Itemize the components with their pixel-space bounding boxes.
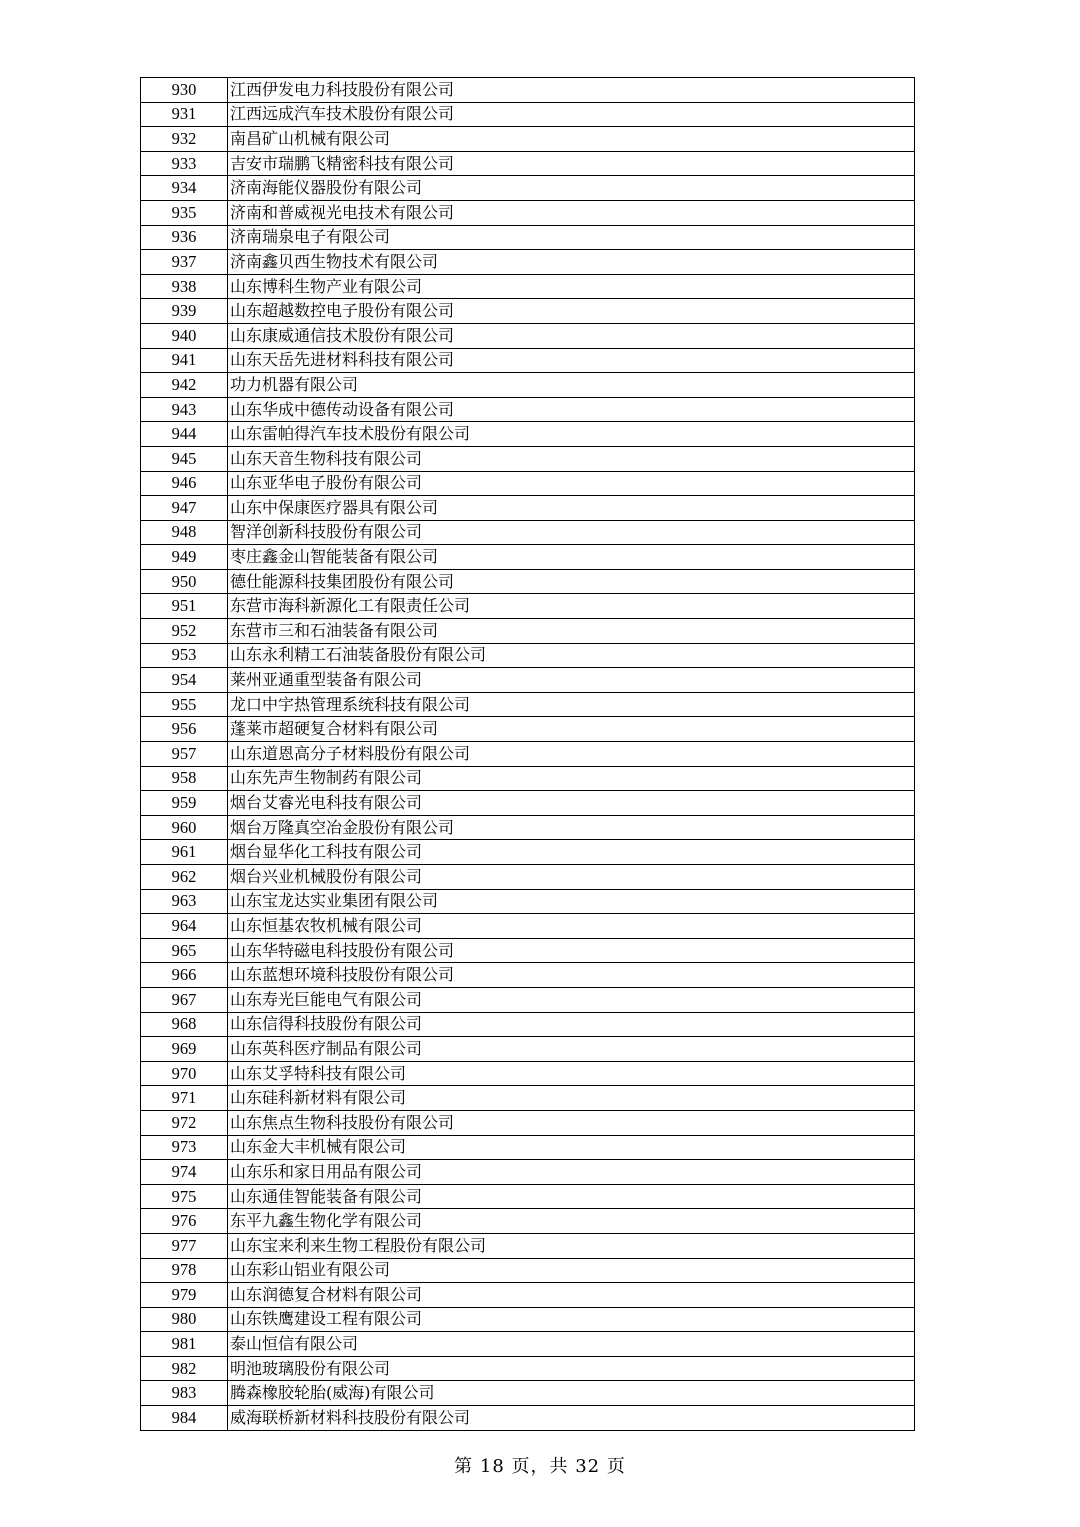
company-name-cell: 明池玻璃股份有限公司 (228, 1356, 915, 1381)
company-name-cell: 济南瑞泉电子有限公司 (228, 225, 915, 250)
table-row (141, 520, 915, 545)
row-number-cell: 975 (141, 1184, 228, 1209)
table-row (141, 963, 915, 988)
company-name-cell: 山东亚华电子股份有限公司 (228, 471, 915, 496)
row-number-cell: 952 (141, 619, 228, 644)
row-number-cell: 971 (141, 1086, 228, 1111)
company-name-cell: 山东天音生物科技有限公司 (228, 446, 915, 471)
table-row (141, 1307, 915, 1332)
company-name-cell: 腾森橡胶轮胎(威海)有限公司 (228, 1381, 915, 1406)
row-number-cell: 935 (141, 200, 228, 225)
row-number-cell: 939 (141, 299, 228, 324)
table-row (141, 274, 915, 299)
row-number-cell: 954 (141, 668, 228, 693)
company-name-cell: 东营市三和石油装备有限公司 (228, 619, 915, 644)
company-name-cell: 山东天岳先进材料科技有限公司 (228, 348, 915, 373)
row-number-cell: 964 (141, 914, 228, 939)
company-name-cell: 功力机器有限公司 (228, 373, 915, 398)
company-name-cell: 山东彩山铝业有限公司 (228, 1258, 915, 1283)
company-name-cell: 山东润德复合材料有限公司 (228, 1283, 915, 1308)
table-row (141, 766, 915, 791)
table-row (141, 1283, 915, 1308)
table-row (141, 397, 915, 422)
company-name-cell: 山东宝龙达实业集团有限公司 (228, 889, 915, 914)
row-number-cell: 973 (141, 1135, 228, 1160)
company-name-cell: 威海联桥新材料科技股份有限公司 (228, 1406, 915, 1431)
table-row (141, 323, 915, 348)
row-number-cell: 976 (141, 1209, 228, 1234)
row-number-cell: 970 (141, 1061, 228, 1086)
row-number-cell: 941 (141, 348, 228, 373)
table-row (141, 742, 915, 767)
table-row (141, 422, 915, 447)
table-row (141, 299, 915, 324)
row-number-cell: 981 (141, 1332, 228, 1357)
row-number-cell: 968 (141, 1012, 228, 1037)
company-name-cell: 山东艾孚特科技有限公司 (228, 1061, 915, 1086)
row-number-cell: 953 (141, 643, 228, 668)
table-row (141, 643, 915, 668)
table-row (141, 840, 915, 865)
row-number-cell: 943 (141, 397, 228, 422)
company-name-cell: 山东铁鹰建设工程有限公司 (228, 1307, 915, 1332)
company-list-body (141, 78, 915, 1431)
table-row (141, 865, 915, 890)
company-name-cell: 山东信得科技股份有限公司 (228, 1012, 915, 1037)
table-row (141, 914, 915, 939)
row-number-cell: 949 (141, 545, 228, 570)
row-number-cell: 966 (141, 963, 228, 988)
table-row (141, 1086, 915, 1111)
table-row (141, 225, 915, 250)
company-name-cell: 龙口中宇热管理系统科技有限公司 (228, 692, 915, 717)
table-row (141, 889, 915, 914)
company-name-cell: 山东英科医疗制品有限公司 (228, 1037, 915, 1062)
row-number-cell: 978 (141, 1258, 228, 1283)
row-number-cell: 962 (141, 865, 228, 890)
table-row (141, 348, 915, 373)
company-name-cell: 东营市海科新源化工有限责任公司 (228, 594, 915, 619)
row-number-cell: 960 (141, 815, 228, 840)
company-name-cell: 山东寿光巨能电气有限公司 (228, 987, 915, 1012)
table-row (141, 692, 915, 717)
company-name-cell: 山东道恩高分子材料股份有限公司 (228, 742, 915, 767)
table-row (141, 127, 915, 152)
company-name-cell: 智洋创新科技股份有限公司 (228, 520, 915, 545)
table-row (141, 1160, 915, 1185)
company-name-cell: 山东博科生物产业有限公司 (228, 274, 915, 299)
company-name-cell: 枣庄鑫金山智能装备有限公司 (228, 545, 915, 570)
company-name-cell: 东平九鑫生物化学有限公司 (228, 1209, 915, 1234)
table-row (141, 78, 915, 103)
company-name-cell: 济南和普威视光电技术有限公司 (228, 200, 915, 225)
company-name-cell: 烟台兴业机械股份有限公司 (228, 865, 915, 890)
row-number-cell: 945 (141, 446, 228, 471)
table-row (141, 151, 915, 176)
row-number-cell: 963 (141, 889, 228, 914)
row-number-cell: 980 (141, 1307, 228, 1332)
table-row (141, 1406, 915, 1431)
company-name-cell: 山东金大丰机械有限公司 (228, 1135, 915, 1160)
company-name-cell: 烟台万隆真空冶金股份有限公司 (228, 815, 915, 840)
company-list-table (140, 77, 915, 1431)
row-number-cell: 933 (141, 151, 228, 176)
table-row (141, 102, 915, 127)
row-number-cell: 982 (141, 1356, 228, 1381)
page-number-footer: 第 18 页，共 32 页 (454, 1456, 626, 1477)
company-name-cell: 吉安市瑞鹏飞精密科技有限公司 (228, 151, 915, 176)
company-name-cell: 山东蓝想环境科技股份有限公司 (228, 963, 915, 988)
row-number-cell: 967 (141, 987, 228, 1012)
table-row (141, 496, 915, 521)
table-row (141, 1332, 915, 1357)
table-row (141, 1209, 915, 1234)
company-name-cell: 烟台显华化工科技有限公司 (228, 840, 915, 865)
company-name-cell: 济南海能仪器股份有限公司 (228, 176, 915, 201)
table-row (141, 987, 915, 1012)
company-name-cell: 山东乐和家日用品有限公司 (228, 1160, 915, 1185)
table-row (141, 373, 915, 398)
table-row (141, 200, 915, 225)
row-number-cell: 942 (141, 373, 228, 398)
company-name-cell: 济南鑫贝西生物技术有限公司 (228, 250, 915, 275)
company-name-cell: 山东焦点生物科技股份有限公司 (228, 1110, 915, 1135)
table-row (141, 619, 915, 644)
table-row (141, 1037, 915, 1062)
table-row (141, 176, 915, 201)
table-row (141, 1012, 915, 1037)
row-number-cell: 950 (141, 569, 228, 594)
row-number-cell: 972 (141, 1110, 228, 1135)
row-number-cell: 951 (141, 594, 228, 619)
company-name-cell: 山东宝来利来生物工程股份有限公司 (228, 1233, 915, 1258)
company-name-cell: 山东恒基农牧机械有限公司 (228, 914, 915, 939)
table-row (141, 1233, 915, 1258)
company-name-cell: 江西远成汽车技术股份有限公司 (228, 102, 915, 127)
table-row (141, 938, 915, 963)
row-number-cell: 959 (141, 791, 228, 816)
table-row (141, 1061, 915, 1086)
company-name-cell: 山东通佳智能装备有限公司 (228, 1184, 915, 1209)
table-row (141, 250, 915, 275)
table-row (141, 668, 915, 693)
company-name-cell: 莱州亚通重型装备有限公司 (228, 668, 915, 693)
table-row (141, 815, 915, 840)
row-number-cell: 961 (141, 840, 228, 865)
row-number-cell: 955 (141, 692, 228, 717)
row-number-cell: 947 (141, 496, 228, 521)
company-name-cell: 南昌矿山机械有限公司 (228, 127, 915, 152)
company-name-cell: 山东康威通信技术股份有限公司 (228, 323, 915, 348)
row-number-cell: 965 (141, 938, 228, 963)
table-row (141, 446, 915, 471)
row-number-cell: 946 (141, 471, 228, 496)
company-name-cell: 山东永利精工石油装备股份有限公司 (228, 643, 915, 668)
company-name-cell: 山东中保康医疗器具有限公司 (228, 496, 915, 521)
company-name-cell: 江西伊发电力科技股份有限公司 (228, 78, 915, 103)
row-number-cell: 940 (141, 323, 228, 348)
row-number-cell: 932 (141, 127, 228, 152)
table-row (141, 1356, 915, 1381)
table-row (141, 1381, 915, 1406)
table-row (141, 717, 915, 742)
company-name-cell: 蓬莱市超硬复合材料有限公司 (228, 717, 915, 742)
table-row (141, 1184, 915, 1209)
row-number-cell: 984 (141, 1406, 228, 1431)
row-number-cell: 948 (141, 520, 228, 545)
table-row (141, 471, 915, 496)
row-number-cell: 937 (141, 250, 228, 275)
row-number-cell: 934 (141, 176, 228, 201)
row-number-cell: 958 (141, 766, 228, 791)
table-row (141, 791, 915, 816)
row-number-cell: 956 (141, 717, 228, 742)
row-number-cell: 983 (141, 1381, 228, 1406)
company-name-cell: 烟台艾睿光电科技有限公司 (228, 791, 915, 816)
company-name-cell: 泰山恒信有限公司 (228, 1332, 915, 1357)
row-number-cell: 936 (141, 225, 228, 250)
row-number-cell: 938 (141, 274, 228, 299)
row-number-cell: 957 (141, 742, 228, 767)
table-row (141, 569, 915, 594)
table-row (141, 1135, 915, 1160)
row-number-cell: 930 (141, 78, 228, 103)
row-number-cell: 969 (141, 1037, 228, 1062)
row-number-cell: 977 (141, 1233, 228, 1258)
table-row (141, 594, 915, 619)
row-number-cell: 944 (141, 422, 228, 447)
company-name-cell: 山东超越数控电子股份有限公司 (228, 299, 915, 324)
company-name-cell: 山东华特磁电科技股份有限公司 (228, 938, 915, 963)
table-row (141, 1258, 915, 1283)
company-name-cell: 山东硅科新材料有限公司 (228, 1086, 915, 1111)
table-row (141, 1110, 915, 1135)
company-name-cell: 山东雷帕得汽车技术股份有限公司 (228, 422, 915, 447)
row-number-cell: 931 (141, 102, 228, 127)
company-name-cell: 山东华成中德传动设备有限公司 (228, 397, 915, 422)
row-number-cell: 974 (141, 1160, 228, 1185)
row-number-cell: 979 (141, 1283, 228, 1308)
company-name-cell: 山东先声生物制药有限公司 (228, 766, 915, 791)
table-row (141, 545, 915, 570)
company-name-cell: 德仕能源科技集团股份有限公司 (228, 569, 915, 594)
